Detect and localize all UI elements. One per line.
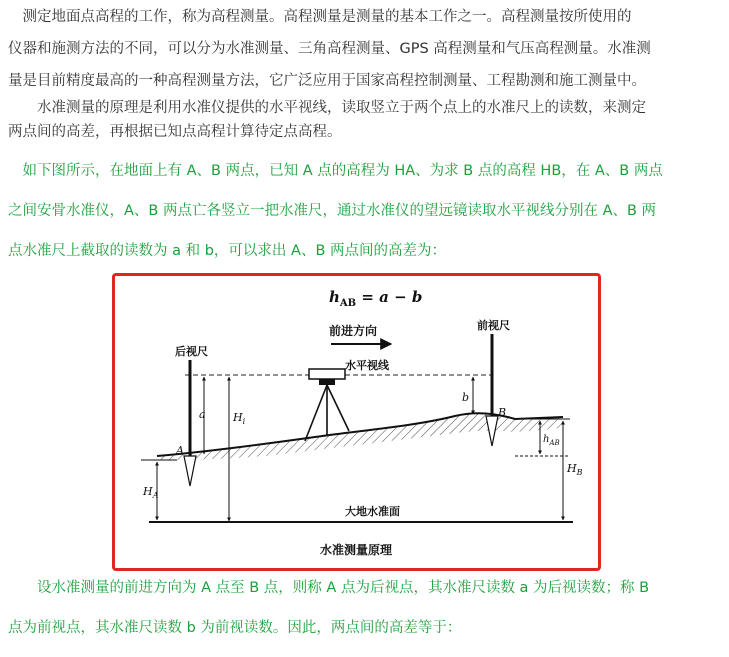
paragraph-principle — [8, 97, 720, 145]
text-line: 量是目前精度最高的一种高程测量方法，它广泛应用于国家高程控制测量、工程勘测和施工测量中。 — [8, 73, 646, 89]
level-base — [319, 379, 335, 385]
rear-peg — [184, 456, 196, 486]
label-b: b — [462, 391, 470, 404]
paragraph-figure-intro — [8, 160, 720, 280]
sight-line-label: 水平视线 — [345, 359, 389, 372]
text-line: 如下图所示，在地面上有 A、B 两点，已知 A 点的高程为 HA、为求 B 点的高程 HB，在 A、B 两点 — [8, 163, 663, 179]
datum-label: 大地水准面 — [345, 505, 400, 518]
rear-staff-label: 后视尺 — [175, 345, 208, 358]
label-hi: $H_i$ — [233, 411, 246, 426]
leveling-figure — [112, 273, 601, 571]
label-hb: $H_B$ — [567, 462, 583, 477]
leveling-diagram — [115, 276, 598, 568]
label-a: a — [199, 408, 206, 421]
text-line: 点水准尺上截取的读数为 a 和 b，可以求出 A、B 两点间的高差为： — [8, 243, 446, 259]
tripod-leg — [305, 385, 327, 441]
label-ha: $H_A$ — [143, 485, 159, 500]
text-line: 点为前视点，其水准尺读数 b 为前视读数。因此，两点间的高差等于： — [8, 620, 462, 636]
figure-caption: 水准测量原理 — [320, 543, 393, 557]
label-hab: $h_{AB}$ — [543, 434, 560, 447]
point-a-label: A — [176, 444, 184, 457]
point-b-label: B — [498, 406, 507, 419]
text-line: 水准测量的原理是利用水准仪提供的水平视线，读取竖立于两个点上的水准尺上的读数，来测定 — [8, 100, 646, 116]
front-staff-label: 前视尺 — [477, 319, 510, 332]
text-line: 之间安骨水准仪，A、B 两点亡各竖立一把水准尺，通过水准仪的望远镜读取水平视线分别在 A、B 两 — [8, 203, 657, 219]
paragraph-intro — [8, 6, 720, 102]
text-line: 测定地面点高程的工作，称为高程测量。高程测量是测量的基本工作之一。高程测量按所使用的 — [8, 9, 632, 25]
tripod-leg — [327, 385, 349, 431]
text-line: 两点间的高差，再根据已知点高程计算待定点高程。 — [8, 124, 342, 140]
front-peg — [486, 416, 498, 446]
text-line: 仪器和施测方法的不同，可以分为水准测量、三角高程测量、GPS 高程测量和气压高程测量。水准测 — [8, 41, 651, 57]
paragraph-conclusion — [8, 577, 720, 657]
level-telescope — [309, 369, 345, 379]
direction-label: 前进方向 — [329, 324, 378, 338]
text-line: 设水准测量的前进方向为 A 点至 B 点，则称 A 点为后视点，其水准尺读数 a 为后视读数；称 B — [8, 580, 650, 596]
formula-text: $h_{AB} = a - b$ — [329, 288, 423, 309]
ground-hatch — [157, 413, 563, 460]
